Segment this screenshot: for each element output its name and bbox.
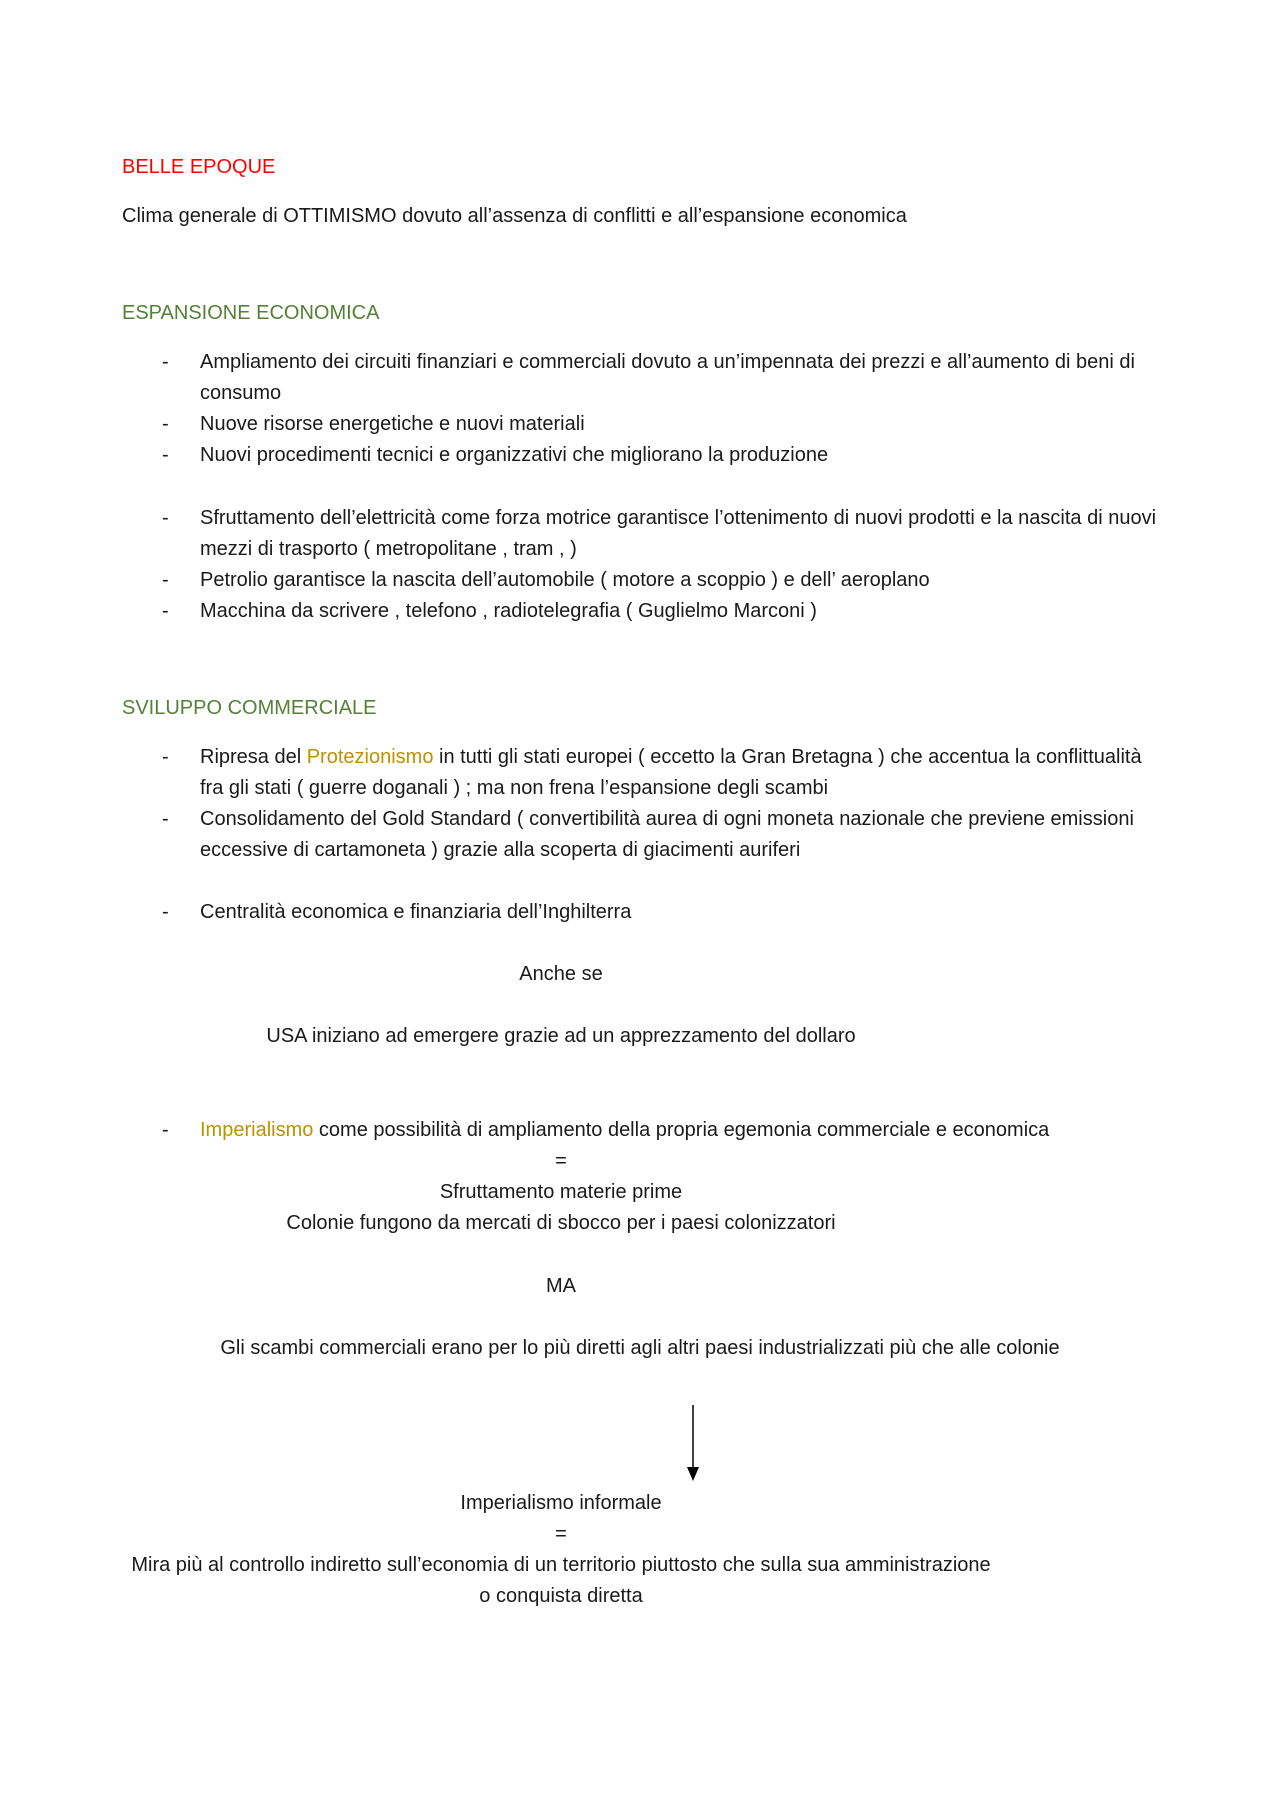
highlight-imperialismo: Imperialismo — [200, 1119, 314, 1141]
bullet-dash: - — [162, 600, 169, 622]
imperialismo-informale: Imperialismo informale — [460, 1492, 662, 1514]
bullet-dash: - — [162, 1119, 169, 1141]
intro-paragraph: Clima generale di OTTIMISMO dovuto all’assenza di conflitti e all’espansione economica — [122, 205, 907, 227]
usa-line: USA iniziano ad emergere grazie ad un apprezzamento del dollaro — [266, 1025, 856, 1047]
mira-line-2: o conquista diretta — [479, 1585, 643, 1607]
highlight-protezionismo: Protezionismo — [306, 746, 434, 768]
mira-line-1: Mira più al controllo indiretto sull’economia di un territorio piuttosto che sulla sua amministrazione — [131, 1554, 991, 1576]
connector-ma: MA — [546, 1275, 576, 1297]
bullet-dash: - — [162, 351, 169, 373]
scambi-line: Gli scambi commerciali erano per lo più diretti agli altri paesi industrializzati più che alle colonie — [220, 1337, 1060, 1359]
bullet-dash: - — [162, 413, 169, 435]
heading-espansione-economica: ESPANSIONE ECONOMICA — [122, 302, 380, 324]
bullet-dash: - — [162, 569, 169, 591]
sfruttamento-line: Sfruttamento materie prime — [439, 1181, 683, 1203]
equals-sign: = — [555, 1150, 567, 1172]
bullet-dash: - — [162, 444, 169, 466]
bullet-dash: - — [162, 746, 169, 768]
bullet-dash: - — [162, 507, 169, 529]
bullet-dash: - — [162, 808, 169, 830]
equals-sign: = — [555, 1523, 567, 1545]
document-page: BELLE EPOQUE Clima generale di OTTIMISMO dovuto all’assenza di conflitti e all’espansione economica ESPANSIONE ECONOMICA - Ampliamento dei circuiti finanziari e commerciali dovuto a un’impennata dei prezzi e all’aumento di beni di consumo - Nuove risorse energetiche e nuovi materiali - Nuovi procedimenti tecnici e organizzativi che migliorano la produzione - Sfruttamento dell’elettricità come forza motrice garantisce l’ottenimento di nuovi prodotti e la nascita di nuovi mezzi di trasporto ( metropolitane , tram , ) - Petrolio garantisce la nascita dell’automobile ( motore a scoppio ) e dell’ aeroplano - Macchina da scrivere , telefono , radiotelegrafia ( Guglielmo Marconi ) SVILUPPO COMMERCIALE - Ripresa del Protezionismo in tutti gli stati europei ( eccetto la Gran Bretagna ) che accentua la conflittualità fra gli stati ( guerre doganali ) ; ma non frena l’espansione degli scambi - Consolidamento del Gold Standard ( convertibilità aurea di ogni moneta nazionale che previene emissioni eccessive di cartamoneta ) grazie alla scoperta di giacimenti auriferi - Centralità economica e finanziaria dell’Inghilterra Anche se USA iniziano ad emergere grazie ad un apprezzamento del dollaro - Imperialismo come possibilità di ampliamento della propria egemonia commerciale e economica = Sfruttamento materie prime Colonie fungono da mercati di sbocco per i paesi colonizzatori MA Gli scambi commerciali erano per lo più diretti agli altri paesi industrializzati più che alle colonie Imperialismo informale = Mira più al controllo indiretto sull’economia di un territorio piuttosto che sulla sua amministrazione o conquista diretta — [0, 0, 1280, 1811]
title-belle-epoque: BELLE EPOQUE — [122, 156, 276, 178]
bullet-dash: - — [162, 901, 169, 923]
connector-anche-se: Anche se — [519, 963, 603, 985]
colonie-line: Colonie fungono da mercati di sbocco per i paesi colonizzatori — [286, 1212, 836, 1234]
arrow-down-icon — [686, 1405, 700, 1481]
heading-sviluppo-commerciale: SVILUPPO COMMERCIALE — [122, 697, 377, 719]
